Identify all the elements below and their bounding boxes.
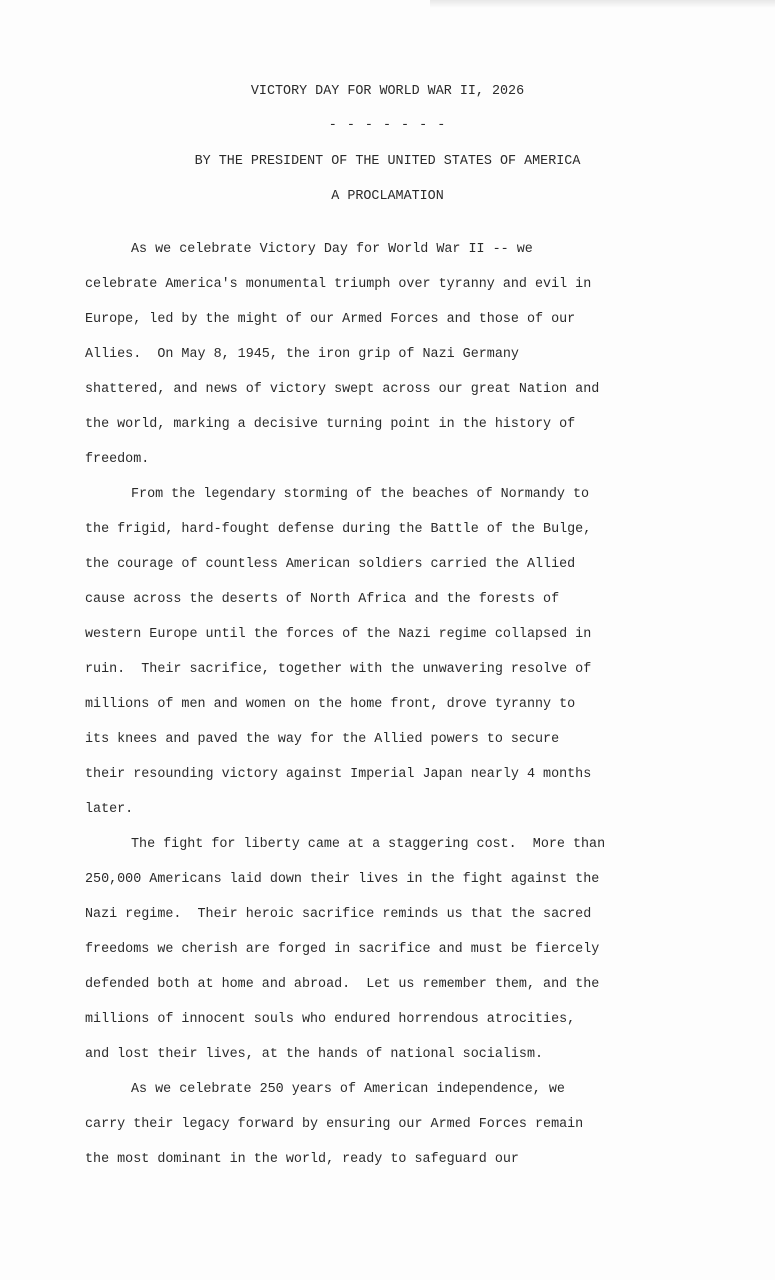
text-line: The fight for liberty came at a staggering cost. More than [131, 837, 606, 852]
text-line: As we celebrate 250 years of American independence, we [131, 1082, 565, 1097]
text-line: Allies. On May 8, 1945, the iron grip of Nazi Germany [85, 347, 519, 362]
text-line: As we celebrate Victory Day for World War II -- we [131, 242, 533, 257]
text-line: defended both at home and abroad. Let us remember them, and the [85, 977, 600, 992]
text-line: the most dominant in the world, ready to safeguard our [85, 1152, 519, 1167]
text-line: celebrate America's monumental triumph over tyranny and evil in [85, 277, 592, 292]
text-line: the courage of countless American soldiers carried the Allied [85, 557, 576, 572]
text-line: later. [85, 802, 134, 817]
byline: BY THE PRESIDENT OF THE UNITED STATES OF AMERICA [194, 154, 581, 169]
text-line: cause across the deserts of North Africa and the forests of [85, 592, 560, 607]
text-line: Europe, led by the might of our Armed Forces and those of our [85, 312, 576, 327]
text-line: ruin. Their sacrifice, together with the unwavering resolve of [85, 662, 592, 677]
text-line: 250,000 Americans laid down their lives in the fight against the [85, 872, 600, 887]
title-separator: - - - - - - - [328, 118, 447, 133]
text-line: shattered, and news of victory swept across our great Nation and [85, 382, 600, 397]
text-line: the frigid, hard-fought defense during the Battle of the Bulge, [85, 522, 592, 537]
proclamation-body [85, 238, 705, 1183]
text-line: the world, marking a decisive turning point in the history of [85, 417, 576, 432]
paragraph-3 [85, 833, 705, 1078]
paragraph-1 [85, 238, 705, 483]
text-line: freedom. [85, 452, 150, 467]
text-line: millions of men and women on the home front, drove tyranny to [85, 697, 576, 712]
text-line: and lost their lives, at the hands of national socialism. [85, 1047, 544, 1062]
text-line: From the legendary storming of the beaches of Normandy to [131, 487, 590, 502]
paragraph-4 [85, 1078, 705, 1183]
text-line: western Europe until the forces of the Nazi regime collapsed in [85, 627, 592, 642]
paragraph-2 [85, 483, 705, 833]
text-line: its knees and paved the way for the Allied powers to secure [85, 732, 560, 747]
proclamation-label: A PROCLAMATION [331, 189, 444, 204]
scan-edge-shadow [430, 0, 775, 8]
text-line: freedoms we cherish are forged in sacrifice and must be fiercely [85, 942, 600, 957]
text-line: Nazi regime. Their heroic sacrifice reminds us that the sacred [85, 907, 592, 922]
text-line: carry their legacy forward by ensuring our Armed Forces remain [85, 1117, 584, 1132]
text-line: millions of innocent souls who endured horrendous atrocities, [85, 1012, 576, 1027]
text-line: their resounding victory against Imperial Japan nearly 4 months [85, 767, 592, 782]
document-title: VICTORY DAY FOR WORLD WAR II, 2026 [250, 84, 525, 99]
